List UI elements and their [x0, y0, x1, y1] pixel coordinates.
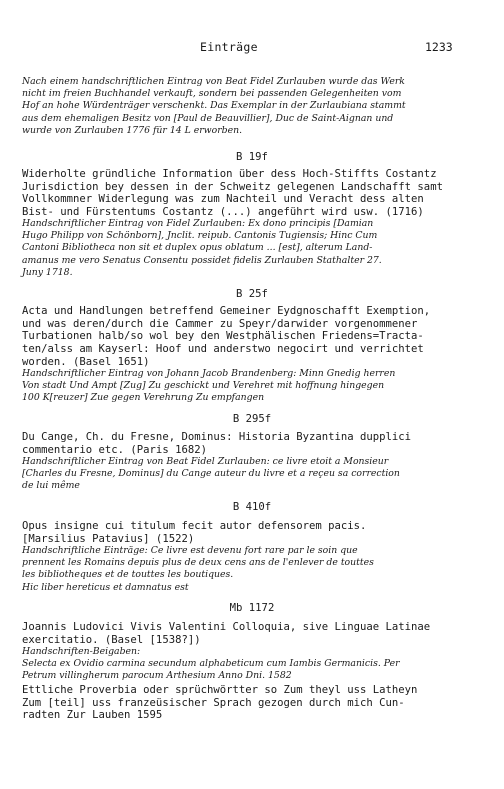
intro-line: Nach einem handschriftlichen Eintrag von Beat Fidel Zurlauben wurde das Werk [22, 76, 405, 87]
title-line: Widerholte gründliche Information über dess Hoch-Stiffts Costantz [22, 168, 437, 180]
note-line: Hugo Philipp von Schönborn], Jnclit. reipub. Cantonis Tugiensis; Hinc Cum [22, 230, 378, 242]
entry-notes [22, 646, 502, 683]
title-line: Turbationen halb/so wol bey den Westphälischen Friedens=Tracta- [22, 330, 424, 343]
title-line: Acta und Handlungen betreffend Gemeiner Eydgnoschafft Exemption, [22, 305, 431, 317]
page-number: 1233 [425, 40, 453, 54]
title-line: exercitatio. (Basel [1538?]) [22, 633, 201, 646]
title-line: Jurisdiction bey dessen in der Schweitz gelegenen Landschafft samt [22, 180, 443, 193]
entry-notes [22, 456, 502, 493]
entry-signature: B 19f [236, 151, 268, 163]
note-line: Juny 1718. [22, 266, 73, 278]
note-line: Von stadt Und Ampt [Zug] Zu geschickt und Verehret mit hoffnung hingegen [22, 380, 385, 392]
entry-signature: B 295f [232, 413, 272, 425]
note-line: amanus me vero Senatus Consentu possidet fidelis Zurlauben Stathalter 27. [22, 254, 382, 266]
note-line: Handschriftlicher Eintrag von Beat Fidel Zurlauben: ce livre etoit a Monsieur [22, 456, 389, 467]
note-line: Petrum villingherum parocum Arthesium Anno Dni. 1582 [22, 670, 292, 682]
entry-title [22, 168, 502, 219]
entry-notes [22, 545, 502, 594]
note-line: Hic liber hereticus et damnatus est [22, 581, 189, 593]
note-line: [Charles du Fresne, Dominus] du Cange auteur du livre et a reçeu sa correction [22, 468, 400, 480]
entry-title [22, 305, 502, 369]
entry-title [22, 621, 502, 646]
note-line: Cantoni Bibliotheca non sit et duplex opus oblatum ... [est], alterum Land- [22, 242, 373, 254]
note-line: prennent les Romains depuis plus de deux cens ans de l'enlever de touttes [22, 557, 374, 569]
entry-title [22, 520, 502, 545]
note-line: Handschriftlicher Eintrag von Johann Jacob Brandenberg: Minn Gnedig herren [22, 368, 396, 379]
entry-signature: B 410f [232, 501, 272, 513]
entry-extra-text [22, 684, 502, 722]
extra-line: radten Zur Lauben 1595 [22, 709, 163, 722]
title-line: und was deren/durch die Cammer zu Speyr/darwider vorgenommener [22, 317, 418, 330]
note-line: les bibliotheques et de touttes les boutiques. [22, 569, 234, 581]
entry-notes [22, 368, 502, 405]
note-line: Selecta ex Ovidio carmina secundum alphabeticum cum Iambis Germanicis. Per [22, 658, 400, 670]
entry-signature: B 25f [236, 288, 268, 300]
title-line: Joannis Ludovici Vivis Valentini Colloquia, sive Linguae Latinae [22, 621, 431, 633]
entry-signature: Mb 1172 [229, 602, 275, 614]
intro-line: nicht im freien Buchhandel verkauft, sondern bei passenden Gelegenheiten vom [22, 88, 402, 100]
extra-line: Ettliche Proverbia oder sprüchwörtter so Zum theyl uss Latheyn [22, 684, 418, 696]
intro-line: Hof an hohe Würdenträger verschenkt. Das Exemplar in der Zurlaubiana stammt [22, 100, 406, 112]
title-line: worden. (Basel 1651) [22, 355, 150, 368]
note-line: Handschriftlicher Eintrag von Fidel Zurlauben: Ex dono principis [Damian [22, 218, 374, 229]
note-line: 100 K[reuzer] Zue gegen Verehrung Zu empfangen [22, 392, 265, 404]
note-line: Handschriftliche Einträge: Ce livre est devenu fort rare par le soin que [22, 545, 358, 556]
title-line: Du Cange, Ch. du Fresne, Dominus: Historia Byzantina dupplici [22, 431, 412, 443]
intro-line: wurde von Zurlauben 1776 für 14 L erworben. [22, 124, 243, 136]
intro-line: aus dem ehemaligen Besitz von [Paul de Beauvillier], Duc de Saint-Aignan und [22, 112, 394, 124]
title-line: Bist- und Fürstentums Costantz (...) angeführt wird usw. (1716) [22, 206, 424, 219]
running-header-title: Einträge [200, 40, 258, 54]
title-line: Vollkommner Widerlegung was zum Nachteil und Veracht dess alten [22, 193, 424, 206]
title-line: commentario etc. (Paris 1682) [22, 443, 207, 456]
entry-notes [22, 218, 502, 279]
entry-title [22, 431, 502, 456]
title-line: [Marsilius Patavius] (1522) [22, 532, 195, 545]
intro-paragraph [22, 76, 502, 137]
title-line: ten/alss am Kayserl: Hoof und anderstwo negocirt und verrichtet [22, 343, 424, 356]
extra-line: Zum [teil] uss franzeüsischer Sprach gezogen durch mich Cun- [22, 696, 405, 709]
title-line: Opus insigne cui titulum fecit autor defensorem pacis. [22, 520, 367, 532]
note-line: de lui même [22, 480, 80, 492]
note-line: Handschriften-Beigaben: [22, 646, 141, 657]
